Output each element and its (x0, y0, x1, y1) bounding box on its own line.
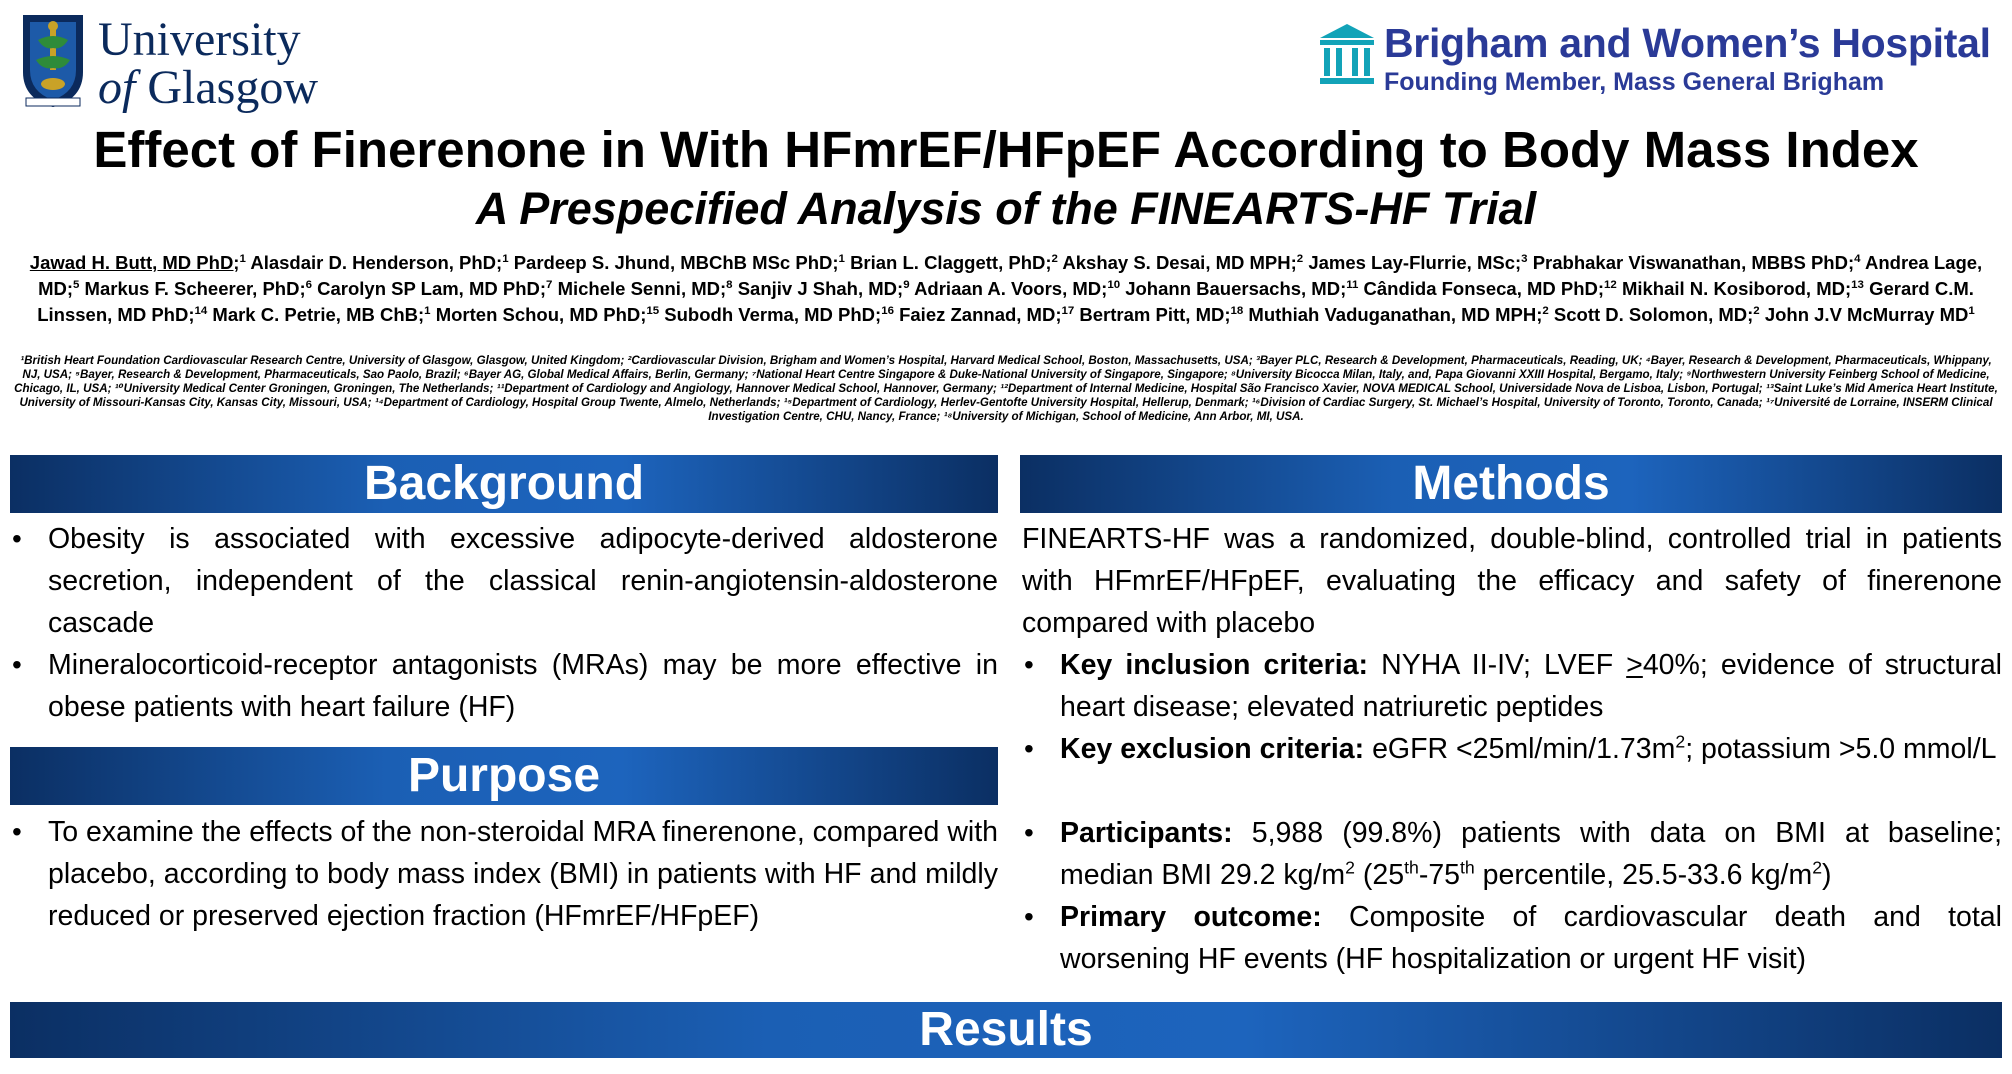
author: Scott D. Solomon, MD; (1553, 304, 1754, 325)
inclusion-label: Key inclusion criteria: (1060, 649, 1369, 681)
author: Michele Senni, MD; (557, 278, 727, 299)
poster-subtitle: A Prespecified Analysis of the FINEARTS-HF Trial (475, 183, 1537, 234)
author: John J.V McMurray MD (1764, 304, 1969, 325)
participants-text-1: 5,988 (99.8%) patients with data on BMI at baseline; median BMI 29.2 kg/m (1060, 817, 2002, 891)
author: Muthiah Vaduganathan, MD MPH; (1248, 304, 1543, 325)
glasgow-line2-word: Glasgow (147, 61, 318, 114)
exclusion-text-2: ; potassium >5.0 mmol/L (1685, 733, 1997, 765)
author: Alasdair D. Henderson, PhD; (250, 252, 503, 273)
primary-outcome-label: Primary outcome: (1060, 901, 1322, 933)
author: Sanjiv J Shah, MD; (737, 278, 904, 299)
participants-sup-2: th (1404, 857, 1419, 878)
participants-text-3: -75 (1418, 859, 1461, 891)
methods-inclusion (1022, 644, 2002, 728)
author: Subodh Verma, MD PhD; (664, 304, 882, 325)
methods-participants (1022, 812, 2002, 896)
exclusion-label: Key exclusion criteria: (1060, 733, 1365, 765)
university-of-glasgow-logo (22, 14, 322, 114)
methods-intro: FINEARTS-HF was a randomized, double-blind, controlled trial in patients with HFmrEF/HFpEF, evaluating the efficacy and safety of finerenone compared with placebo (1022, 523, 2002, 639)
inclusion-text-2: 40%; evidence of structural heart disease; elevated natriuretic peptides (1060, 649, 2003, 723)
methods-heading: Methods (1020, 455, 2002, 513)
glasgow-line1: University (98, 13, 301, 66)
exclusion-text-1: eGFR <25ml/min/1.73m (1372, 733, 1676, 765)
inclusion-ge-symbol: > (1626, 649, 1643, 681)
participants-text-4: percentile, 25.5-33.6 kg/m (1474, 859, 1813, 891)
author: Morten Schou, MD PhD; (435, 304, 647, 325)
methods-exclusion (1022, 728, 2002, 770)
background-bullet-2: • Mineralocorticoid-receptor antagonists (MRAs) may be more effective in obese patients with heart failure (HF) (10, 644, 998, 728)
participants-label: Participants: (1060, 817, 1233, 849)
participants-text-5: ) (1822, 859, 1832, 891)
brigham-name: Brigham and Women’s Hospital (1384, 20, 1991, 66)
author: Brian L. Claggett, PhD; (850, 252, 1052, 273)
glasgow-line2-prefix: of (98, 61, 148, 114)
background-bullet-1: • Obesity is associated with excessive adipocyte-derived aldosterone secretion, independent of the classical renin-angiotensin-aldosterone cascade (10, 518, 998, 644)
participants-text-2: (25 (1354, 859, 1405, 891)
author: Prabhakar Viswanathan, MBBS PhD; (1532, 252, 1855, 273)
results-heading: Results (10, 1002, 2002, 1058)
author: James Lay-Flurrie, MSc; (1308, 252, 1522, 273)
author: Pardeep S. Jhund, MBChB MSc PhD; (513, 252, 839, 273)
inclusion-text-1: NYHA II-IV; LVEF (1381, 649, 1627, 681)
exclusion-sup: 2 (1675, 731, 1686, 752)
poster-title: Effect of Finerenone in With HFmrEF/HFpEF According to Body Mass Index (93, 121, 1919, 178)
participants-sup-1: 2 (1345, 857, 1355, 878)
participants-sup-3: th (1460, 857, 1475, 878)
glasgow-crest-icon (22, 14, 84, 108)
background-heading: Background (10, 455, 998, 513)
purpose-heading: Purpose (10, 747, 998, 805)
author: Markus F. Scheerer, PhD; (84, 278, 306, 299)
author: Bertram Pitt, MD; (1079, 304, 1231, 325)
author-list: Jawad H. Butt, MD PhD;$^1$ Alasdair D. Henderson, PhD;$^1$ Pardeep S. Jhund, MBChB MSc PhD;$^1$ Brian L. Claggett, PhD;$^2$ Akshay S. Desai, MD MPH;$^2$ James Lay-Flurrie, MSc;$^3$ Prabhakar Viswanathan, MBBS PhD;$^4$ Andrea Lage, MD;$^5$ Markus F. Scheerer, PhD;$^6$ Carolyn SP Lam, MD PhD;$^7$ Michele Senni, MD;$^8$ Sanjiv J Shah, MD;$^9$ Adriaan A. Voors, MD;$^{10}$ Johann Bauersachs, MD;$^{11}$ Cândida Fonseca, MD PhD;$^{12}$ Mikhail N. Kosiborod, MD;$^{13}$ Gerard C.M. Linssen, MD PhD;$^{14}$ Mark C. Petrie, MB ChB;$^1$ Morten Schou, MD PhD;$^{15}$ Subodh Verma, MD PhD;$^{16}$ Faiez Zannad, MD;$^{17}$ Bertram Pitt, MD;$^{18}$ Muthiah Vaduganathan, MD MPH;$^2$ Scott D. Solomon, MD;$^2$ John J.V McMurray $MD^1$ (29, 252, 1983, 325)
author: Carolyn SP Lam, MD PhD; (317, 278, 547, 299)
glasgow-wordmark (98, 13, 318, 114)
author: Andrea Lage, MD; (38, 252, 1983, 299)
author: Johann Bauersachs, MD; (1125, 278, 1347, 299)
author: Faiez Zannad, MD; (899, 304, 1062, 325)
methods-primary-outcome (1022, 896, 2002, 980)
author: Adriaan A. Voors, MD; (914, 278, 1108, 299)
author: Mark C. Petrie, MB ChB; (212, 304, 425, 325)
first-author: Jawad H. Butt, MD PhD; (29, 252, 240, 273)
brigham-pillars-icon (1318, 22, 1376, 88)
purpose-bullet-1: • To examine the effects of the non-steroidal MRA finerenone, compared with placebo, according to body mass index (BMI) in patients with HF and mildly reduced or preserved ejection fraction (HFmrEF/HFpEF) (10, 811, 998, 937)
author: Akshay S. Desai, MD MPH; (1062, 252, 1297, 273)
affiliations: ¹British Heart Foundation Cardiovascular Research Centre, University of Glasgow, Glasgow, United Kingdom; ²Cardiovascular Division, Brigham and Women’s Hospital, Harvard Medical School, Boston, Massachusetts, USA; ³Bayer PLC, Research & Development, Pharmaceuticals, Reading, UK; ⁴Bayer, Research & Development, Pharmaceuticals, Whippany, NJ, USA; ⁵Bayer, Research & Development, Pharmaceuticals, Sao Paolo, Brazil; ⁶Bayer AG, Global Medical Affairs, Berlin, Germany; ⁷National Heart Centre Singapore & Duke-National University of Singapore, Singapore; ⁸University Bicocca Milan, Italy, and, Papa Giovanni XXIII Hospital, Bergamo, Italy; ⁹Northwestern University Feinberg School of Medicine, Chicago, IL, USA; ¹⁰University Medical Center Groningen, Groningen, The Netherlands; ¹¹Department of Cardiology and Angiology, Hannover Medical School, Hannover, Germany; ¹²Department of Internal Medicine, Hospital São Francisco Xavier, NOVA MEDICAL School, Universidade Nova de Lisboa, Lisbon, Portugal; ¹³Saint Luke’s Mid America Heart Institute, University of Missouri-Kansas City, Kansas City, Missouri, USA; ¹⁴Department of Cardiology, Hospital Group Twente, Almelo, Netherlands; ¹⁵Department of Cardiology, Herlev-Gentofte University Hospital, Hellerup, Denmark; ¹⁶Division of Cardiac Surgery, St. Michael’s Hospital, University of Toronto, Toronto, Canada; ¹⁷Université de Lorraine, INSERM Clinical Investigation Centre, CHU, Nancy, France; ¹⁸University of Michigan, School of Medicine, Ann Arbor, MI, USA. (14, 354, 1998, 423)
author: Cândida Fonseca, MD PhD; (1363, 278, 1605, 299)
participants-sup-4: 2 (1812, 857, 1823, 878)
author: Gerard C.M. Linssen, MD PhD; (37, 278, 1974, 325)
brigham-logo (1318, 20, 1998, 100)
primary-outcome-text: Composite of cardiovascular death and total worsening HF events (HF hospitalization or urgent HF visit) (1060, 901, 2002, 975)
author: Mikhail N. Kosiborod, MD; (1621, 278, 1852, 299)
brigham-subtitle: Founding Member, Mass General Brigham (1384, 68, 1885, 96)
